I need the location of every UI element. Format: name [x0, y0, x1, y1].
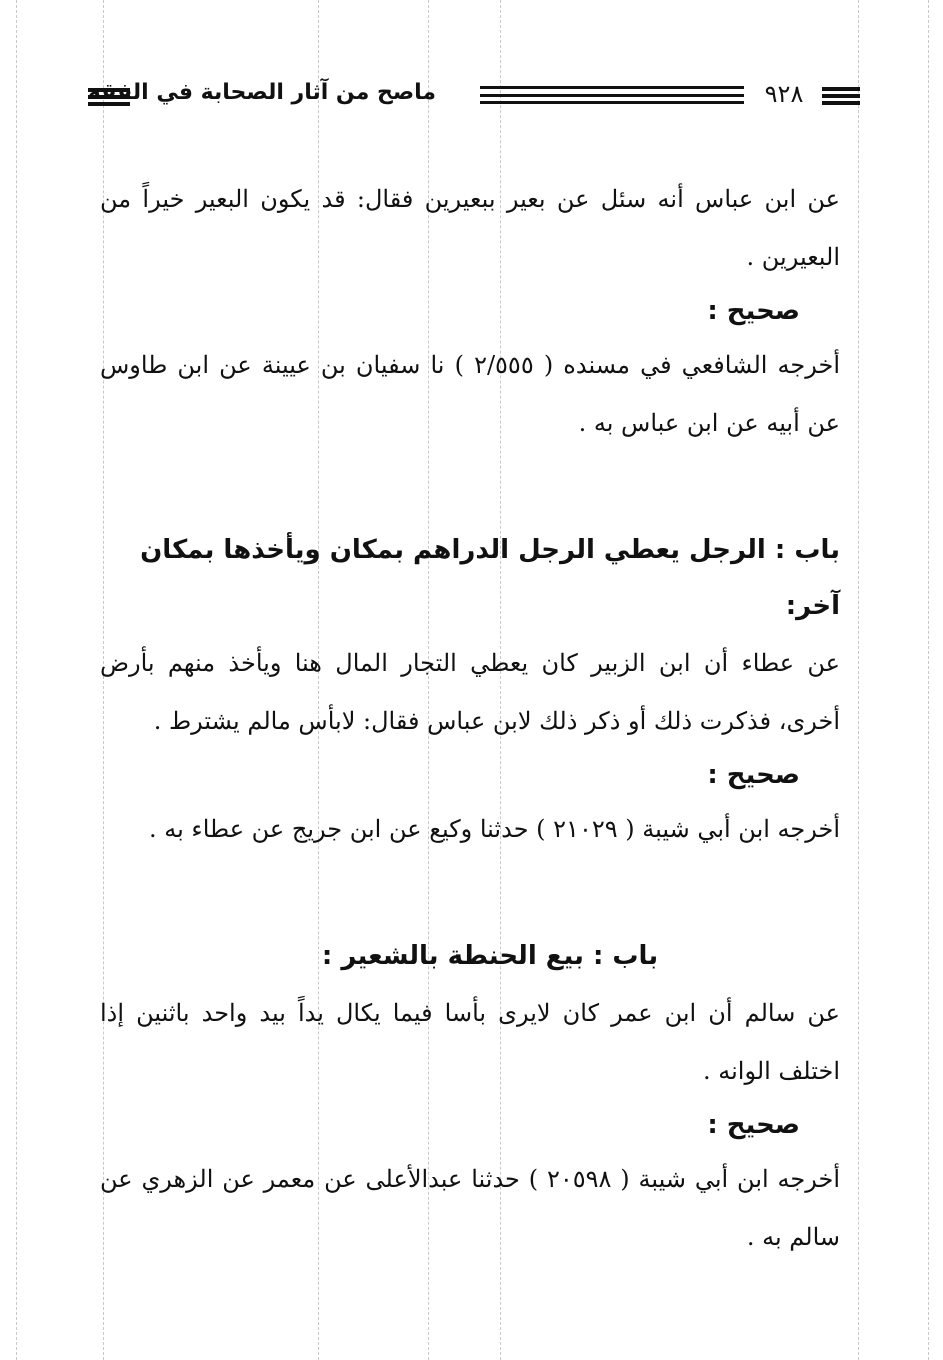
narration-text: عن ابن عباس أنه سئل عن بعير ببعيرين فقال: قد يكون البعير خيراً من البعيرين .: [100, 185, 840, 271]
source-citation: أخرجه ابن أبي شيبة ( ٢١٠٢٩ ) حدثنا وكيع عن ابن جريج عن عطاء به .: [148, 815, 840, 843]
narration-text: عن عطاء أن ابن الزبير كان يعطي التجار المال هنا ويأخذ منهم بأرض أخرى، فذكرت ذلك أو ذكر ذلك لابن عباس فقال: لابأس مالم يشترط .: [100, 649, 840, 735]
narration-text: عن سالم أن ابن عمر كان لايرى بأسا فيما يكال يداً بيد واحد باثنين إذا اختلف الوانه .: [100, 999, 840, 1085]
header-rule-middle: [480, 86, 744, 104]
grade-label: صحيح :: [707, 296, 800, 326]
chapter-heading: باب : بيع الحنطة بالشعير :: [321, 941, 659, 971]
source-citation: أخرجه ابن أبي شيبة ( ٢٠٥٩٨ ) حدثنا عبدالأعلى عن معمر عن الزهري عن سالم به .: [100, 1165, 840, 1251]
chapter-heading: باب : الرجل يعطي الرجل الدراهم بمكان ويأخذها بمكان آخر:: [140, 535, 840, 621]
scan-guide-line: [928, 0, 929, 1360]
grade-label: صحيح :: [707, 760, 800, 790]
grade-label: صحيح :: [707, 1110, 800, 1140]
page-content: [100, 170, 840, 1266]
running-header: [88, 78, 860, 118]
scan-guide-line: [858, 0, 859, 1360]
scan-guide-line: [16, 0, 17, 1360]
header-rule-right: [822, 87, 860, 105]
book-title: ماصح من آثار الصحابة في الفقه: [87, 80, 436, 105]
source-citation: أخرجه الشافعي في مسنده ( ٢/٥٥٥ ) نا سفيان بن عيينة عن ابن طاوس عن أبيه عن ابن عباس به .: [100, 351, 841, 437]
page-number: ٩٢٨: [764, 80, 804, 108]
